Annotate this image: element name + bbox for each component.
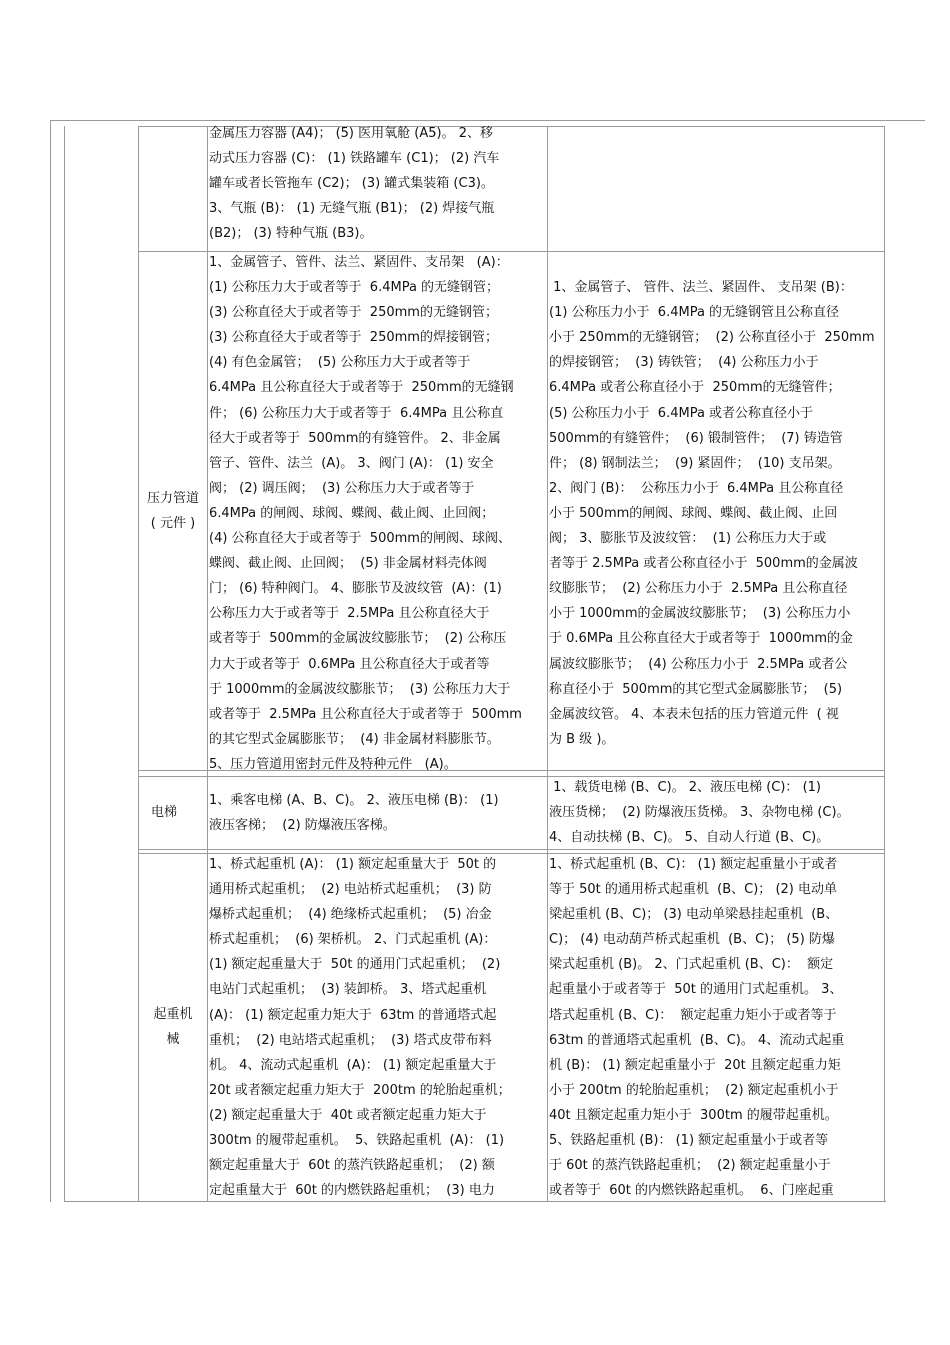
- level-b-cell: 1、金属管子、 管件、法兰、紧固件、 支吊架 (B)： (1) 公称压力小于 6.4MPa 的无缝钢管且公称直径 小于 250mm的无缝钢管； (2) 公称直径小于 250mm 的焊接钢管； (3) 铸铁管； (4) 公称压力小于 6.4MPa 或者公称直径小于 250mm的无缝管件； (5) 公称压力小于 6.4MPa 或者公称直径小于 500mm的有缝管件； (6) 锻制管件； (7) 铸造管 件； (8) 钢制法兰； (9) 紧固件； (10) 支吊架。 2、阀门 (B)： 公称压力小于 6.4MPa 且公称直径 小于 500mm的闸阀、球阀、蝶阀、截止阀、止回 阀； 3、膨胀节及波纹管： (1) 公称压力大于或 者等于 2.5MPa 或者公称直径小于 500mm的金属波 纹膨胀节； (2) 公称压力小于 2.5MPa 且公称直径 小于 1000mm的金属波纹膨胀节； (3) 公称压力小 于 0.6MPa 且公称直径大于或者等于 1000mm的金 属波纹膨胀节； (4) 公称压力小于 2.5MPa 或者公 称直径小于 500mm的其它型式金属膨胀节； (5) 金属波纹管。 4、本表未包括的压力管道元件 ( 视 为 B 级 )。: [549, 280, 875, 747]
- category-label: 起重机 械: [153, 1007, 193, 1047]
- category-label: 压力管道 ( 元件 ): [146, 491, 199, 531]
- column-divider: [547, 126, 548, 1202]
- table-bottom-border: [64, 1201, 886, 1202]
- category-label: 电梯: [150, 805, 177, 820]
- level-b-cell: [549, 121, 883, 251]
- category-right-border: [207, 126, 208, 1202]
- level-a-cell: 金属压力容器 (A4)； (5) 医用氧舱 (A5)。 2、移 动式压力容器 (C)： (1) 铁路罐车 (C1)； (2) 汽车 罐车或者长管拖车 (C2)； (3) 罐式集装箱 (C3)。 3、气瓶 (B)： (1) 无缝气瓶 (B1)； (2) 焊接气瓶 (B2)； (3) 特种气瓶 (B3)。: [209, 126, 500, 242]
- row-separator: [138, 849, 885, 850]
- level-b-cell: 1、载货电梯 (B、C)。 2、液压电梯 (C)： (1) 液压货梯； (2) 防爆液压货梯。 3、杂物电梯 (C)。 4、自动扶梯 (B、C)。 5、自动人行道 (B、C)。: [549, 780, 850, 846]
- level-a-cell: 1、乘客电梯 (A、B、C)。 2、液压电梯 (B)： (1) 液压客梯； (2) 防爆液压客梯。: [209, 793, 499, 834]
- level-b-cell: 1、桥式起重机 (B、C)： (1) 额定起重量小于或者 等于 50t 的通用桥式起重机 (B、C)； (2) 电动单 梁起重机 (B、C)； (3) 电动单梁悬挂起重机 (B、 C)； (4) 电动葫芦桥式起重机 (B、C)； (5) 防爆 梁式起重机 (B)。 2、门式起重机 (B、C)： 额定 起重量小于或者等于 50t 的通用门式起重机。 3、 塔式起重机 (B、C)： 额定起重力矩小于或者等于 63tm 的普通塔式起重机 (B、C)。 4、流动式起重 机 (B)： (1) 额定起重量小于 20t 且额定起重力矩 小于 200tm 的轮胎起重机； (2) 额定起重机小于 40t 且额定起重力矩小于 300tm 的履带起重机。 5、铁路起重机 (B)： (1) 额定起重量小于或者等 于 60t 的蒸汽铁路起重机； (2) 额定起重量小于 或者等于 60t 的内燃铁路起重机。 6、门座起重: [549, 857, 845, 1199]
- inner-left-border: [64, 126, 65, 1202]
- level-a-cell: 1、桥式起重机 (A)： (1) 额定起重量大于 50t 的 通用桥式起重机； (2) 电站桥式起重机； (3) 防 爆桥式起重机； (4) 绝缘桥式起重机； (5) 冶金 桥式起重机； (6) 架桥机。 2、门式起重机 (A)： (1) 额定起重量大于 50t 的通用门式起重机； (2) 电站门式起重机； (3) 装卸桥。 3、塔式起重机 (A)： (1) 额定起重力矩大于 63tm 的普通塔式起 重机； (2) 电站塔式起重机； (3) 塔式皮带布料 机。 4、流动式起重机 (A)： (1) 额定起重量大于 20t 或者额定起重力矩大于 200tm 的轮胎起重机； (2) 额定起重量大于 40t 或者额定起重力矩大于 300tm 的履带起重机。 5、铁路起重机 (A)： (1) 额定起重量大于 60t 的蒸汽铁路起重机； (2) 额 定起重量大于 60t 的内燃铁路起重机； (3) 电力: [209, 857, 511, 1199]
- level-a-cell: 1、金属管子、管件、法兰、紧固件、支吊架 (A)： (1) 公称压力大于或者等于 6.4MPa 的无缝钢管； (3) 公称直径大于或者等于 250mm的无缝钢管； (3) 公称直径大于或者等于 250mm的焊接钢管； (4) 有色金属管； (5) 公称压力大于或者等于 6.4MPa 且公称直径大于或者等于 250mm的无缝钢 件； (6) 公称压力大于或者等于 6.4MPa 且公称直 径大于或者等于 500mm的有缝管件。 2、非金属 管子、管件、法兰 (A)。 3、阀门 (A)： (1) 安全 阀； (2) 调压阀； (3) 公称压力大于或者等于 6.4MPa 的闸阀、球阀、蝶阀、截止阀、止回阀； (4) 公称直径大于或者等于 500mm的闸阀、球阀、 蝶阀、截止阀、止回阀； (5) 非金属材料壳体阀 门； (6) 特种阀门。 4、膨胀节及波纹管 (A)：(1) 公称压力大于或者等于 2.5MPa 且公称直径大于 或者等于 500mm的金属波纹膨胀节； (2) 公称压 力大于或者等于 0.6MPa 且公称直径大于或者等 于 1000mm的金属波纹膨胀节； (3) 公称压力大于 或者等于 2.5MPa 且公称直径大于或者等于 500mm 的其它型式金属膨胀节； (4) 非金属材料膨胀节。 5、压力管道用密封元件及特种元件 (A)。: [209, 255, 522, 770]
- outer-left-border: [50, 120, 51, 1202]
